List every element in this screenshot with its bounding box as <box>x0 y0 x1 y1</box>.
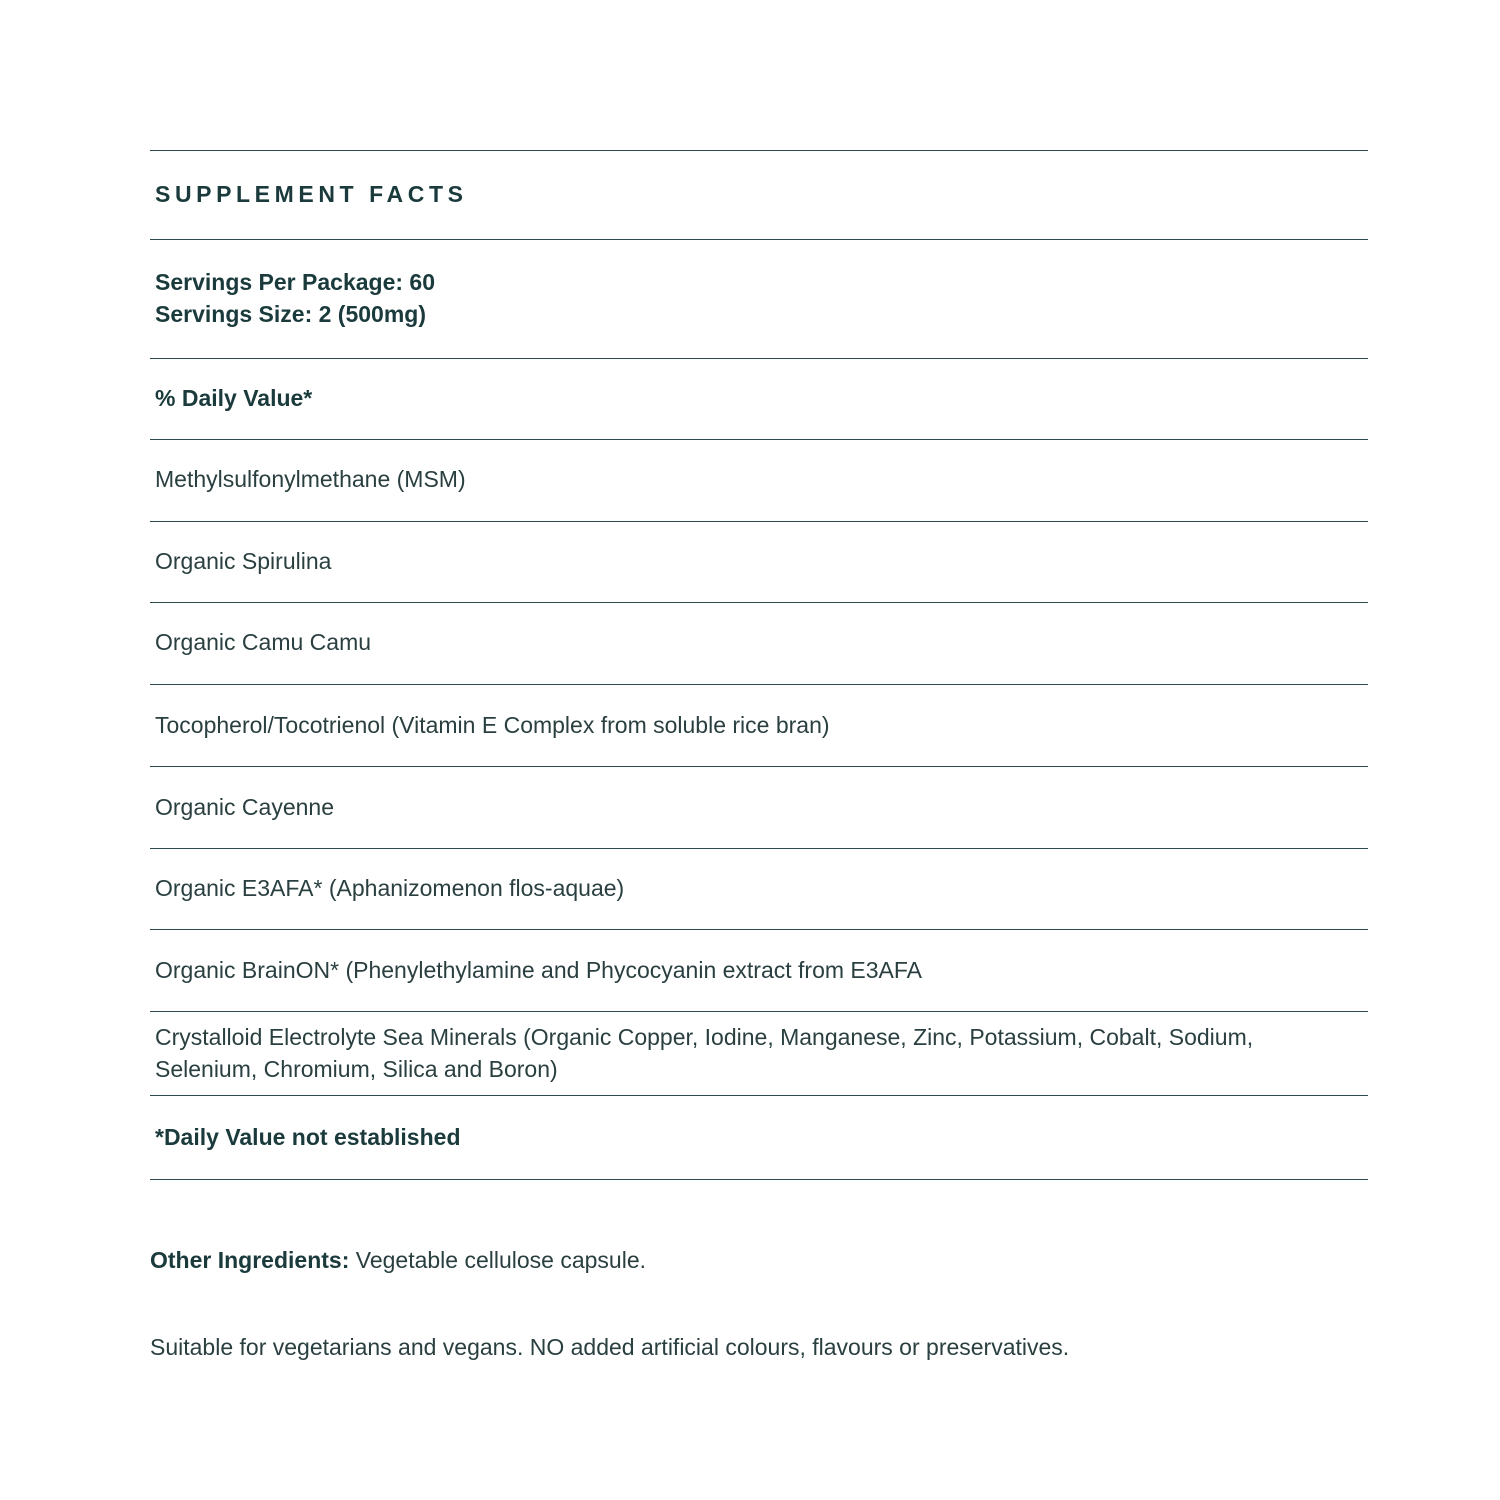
divider <box>150 848 1368 849</box>
facts-title: SUPPLEMENT FACTS <box>155 181 468 207</box>
divider <box>150 521 1368 522</box>
divider <box>150 150 1368 151</box>
daily-value-footnote: *Daily Value not established <box>155 1124 461 1150</box>
divider <box>150 1095 1368 1096</box>
divider <box>150 239 1368 240</box>
ingredient-row: Organic Camu Camu <box>155 629 372 655</box>
servings-per-package: Servings Per Package: 60 <box>155 269 435 295</box>
divider <box>150 439 1368 440</box>
ingredient-row: Crystalloid Electrolyte Sea Minerals (Organic Copper, Iodine, Manganese, Zinc, Potassium, Cobalt, Sodium, Selenium, Chromium, Silica and Boron) <box>155 1024 1254 1082</box>
divider <box>150 1011 1368 1012</box>
ingredient-row: Tocopherol/Tocotrienol (Vitamin E Complex from soluble rice bran) <box>155 712 830 738</box>
suitability-note: Suitable for vegetarians and vegans. NO added artificial colours, flavours or preservatives. <box>150 1334 1070 1360</box>
divider <box>150 1179 1368 1180</box>
other-ingredients <box>150 1244 646 1276</box>
ingredient-row: Methylsulfonylmethane (MSM) <box>155 466 466 492</box>
other-ingredients-value: Vegetable cellulose capsule. <box>349 1247 647 1273</box>
divider <box>150 684 1368 685</box>
serving-size: Servings Size: 2 (500mg) <box>155 301 426 327</box>
daily-value-header: % Daily Value* <box>155 385 313 411</box>
other-ingredients-label: Other Ingredients: <box>150 1247 350 1273</box>
ingredient-row: Organic Cayenne <box>155 794 334 820</box>
ingredient-row: Organic Spirulina <box>155 548 332 574</box>
divider <box>150 766 1368 767</box>
divider <box>150 358 1368 359</box>
divider <box>150 929 1368 930</box>
ingredient-row: Organic BrainON* (Phenylethylamine and Phycocyanin extract from E3AFA <box>155 957 923 983</box>
divider <box>150 602 1368 603</box>
ingredient-row: Organic E3AFA* (Aphanizomenon flos-aquae) <box>155 875 625 901</box>
